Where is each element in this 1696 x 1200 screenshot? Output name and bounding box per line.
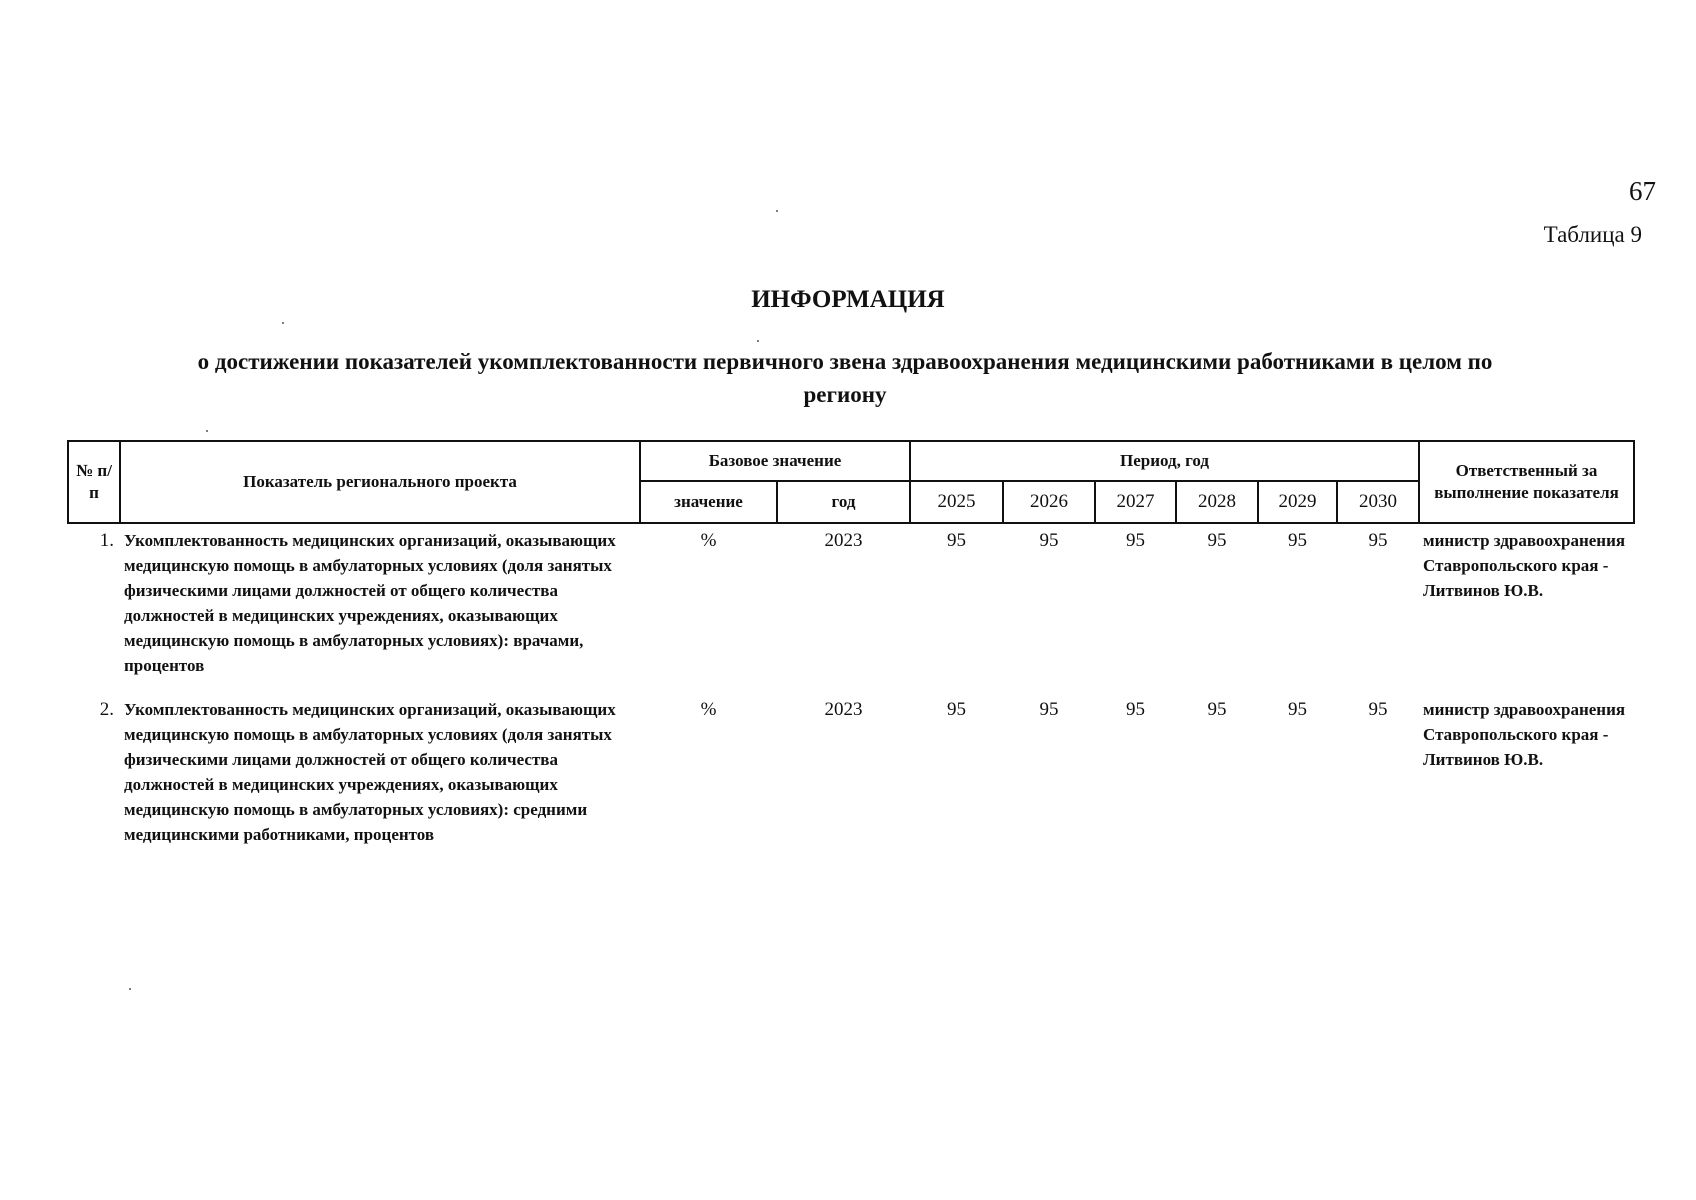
row-value-2025: 95 <box>947 530 966 551</box>
header-period: Период, год <box>910 441 1419 481</box>
row-value-2028: 95 <box>1207 530 1227 551</box>
row-value-2026: 95 <box>1039 699 1059 720</box>
scan-speck <box>757 340 759 342</box>
header-base-value: Базовое значение <box>640 441 910 481</box>
row-value-2030: 95 <box>1368 699 1388 720</box>
header-year-2030: 2030 <box>1337 481 1419 523</box>
header-year-2025: 2025 <box>910 481 1003 523</box>
row-responsible: министр здравоохранения Ставропольского края - Литвинов Ю.В. <box>1423 531 1626 600</box>
header-indicator: Показатель регионального проекта <box>120 441 640 523</box>
row-value-2029: 95 <box>1288 699 1307 720</box>
header-responsible: Ответственный за выполнение показателя <box>1419 441 1634 523</box>
header-year-2029: 2029 <box>1258 481 1337 523</box>
document-subtitle: о достижении показателей укомплектованности первичного звена здравоохранения медицинскими работниками в целом по региону <box>197 349 1493 407</box>
row-unit: % <box>700 699 717 720</box>
row-indicator: Укомплектованность медицинских организаций, оказывающих медицинскую помощь в амбулаторных условиях (доля занятых физическими лицами должностей от общего количества должностей в медицинских учреждениях, оказывающих медицинскую помощь в амбулаторных условиях): врачами, процентов <box>124 531 616 675</box>
document-heading: ИНФОРМАЦИЯ <box>751 286 945 313</box>
row-value-2030: 95 <box>1368 530 1388 551</box>
row-value-2027: 95 <box>1126 699 1145 720</box>
indicators-table <box>67 440 1635 877</box>
table-label: Таблица 9 <box>1543 222 1642 247</box>
row-value-2028: 95 <box>1207 699 1227 720</box>
row-unit: % <box>700 530 717 551</box>
row-base-year: 2023 <box>824 699 863 720</box>
header-year-2026: 2026 <box>1003 481 1095 523</box>
row-value-2025: 95 <box>947 699 966 720</box>
scan-speck <box>206 430 208 432</box>
row-number: 2. <box>99 699 114 720</box>
scan-speck <box>776 210 778 212</box>
header-year-2027: 2027 <box>1095 481 1176 523</box>
header-value: значение <box>640 481 777 523</box>
table-row <box>68 523 1634 693</box>
row-value-2027: 95 <box>1126 530 1145 551</box>
header-number: № п/п <box>68 441 120 523</box>
row-indicator: Укомплектованность медицинских организаций, оказывающих медицинскую помощь в амбулаторных условиях (доля занятых физическими лицами должностей от общего количества должностей в медицинских учреждениях, оказывающих медицинскую помощь в амбулаторных условиях): средними медицинскими работниками, процентов <box>124 700 616 844</box>
scan-speck <box>129 988 131 990</box>
header-year: год <box>777 481 910 523</box>
row-base-year: 2023 <box>824 530 863 551</box>
header-year-2028: 2028 <box>1176 481 1258 523</box>
row-responsible: министр здравоохранения Ставропольского края - Литвинов Ю.В. <box>1423 700 1626 769</box>
row-value-2026: 95 <box>1039 530 1059 551</box>
page-number: 67 <box>1629 176 1656 206</box>
row-value-2029: 95 <box>1288 530 1307 551</box>
row-number: 1. <box>99 530 114 551</box>
scan-speck <box>282 322 284 324</box>
table-row <box>68 693 1634 877</box>
